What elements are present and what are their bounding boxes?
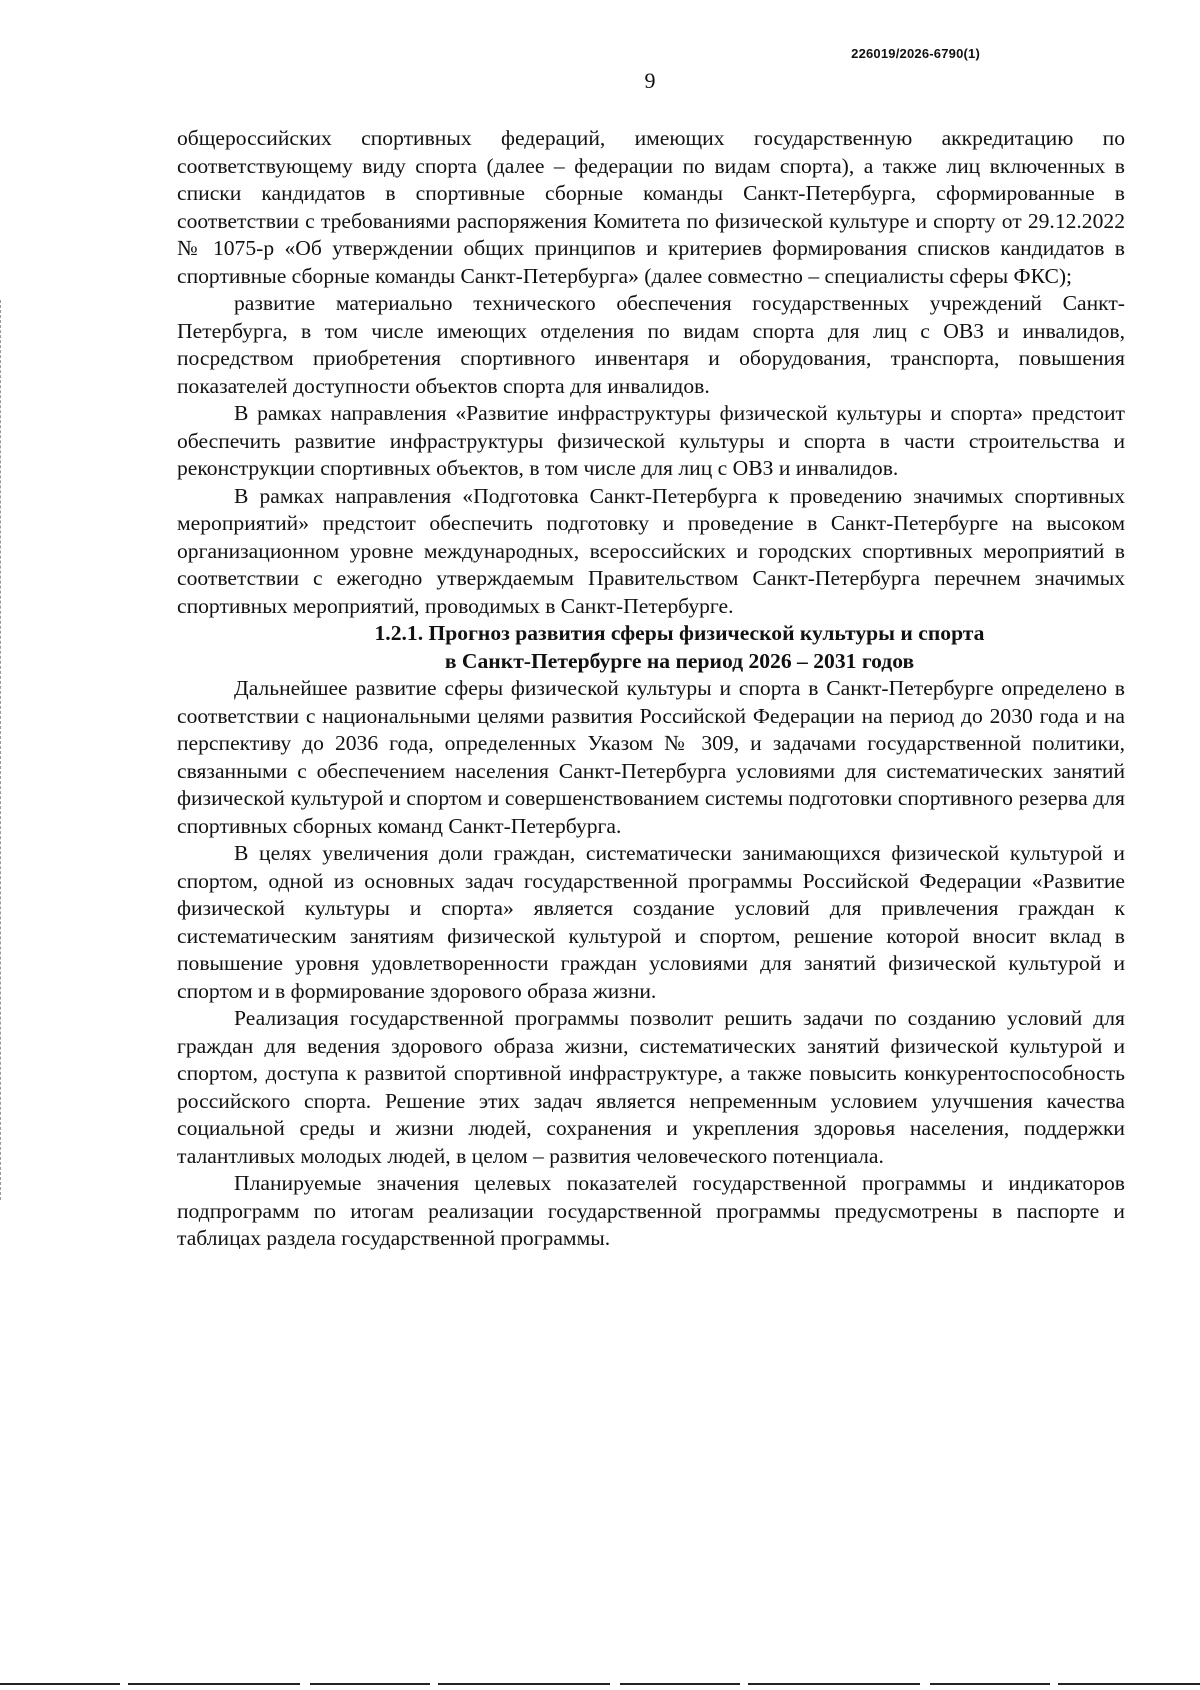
section-heading-line: 1.2.1. Прогноз развития сферы физической культуры и спорта — [374, 621, 985, 645]
paragraph: В рамках направления «Подготовка Санкт-Петербурга к проведению значимых спортивных мероприятий» предстоит обеспечить подготовку и проведение в Санкт-Петербурге на высоком организационном уровне международных, всероссийских и городских спортивных мероприятий в соответствии с ежегодно утверждаемым Правительством Санкт-Петербурга перечнем значимых спортивных мероприятий, проводимых в Санкт-Петербурге. — [177, 483, 1125, 618]
scan-left-edge-artifact — [0, 300, 3, 1200]
scan-bottom-edge-artifact — [0, 1683, 1200, 1685]
paragraph: В целях увеличения доли граждан, систематически занимающихся физической культурой и спортом, одной из основных задач государственной программы Российской Федерации «Развитие физической культуры и спорта» является создание условий для привлечения граждан к систематическим занятиям физической культурой и спортом, решение которой вносит вклад в повышение уровня удовлетворенности граждан условиями для занятий физической культурой и спортом и в формирование здорового образа жизни. — [177, 841, 1125, 1003]
paragraph: общероссийских спортивных федераций, имеющих государственную аккредитацию по соответствующему виду спорта (далее – федерации по видам спорта), а также лиц включенных в списки кандидатов в спортивные сборные команды Санкт-Петербурга, сформированные в соответствии с требованиями распоряжения Комитета по физической культуре и спорту от 29.12.2022 № 1075-р «Об утверждении общих принципов и критериев формирования списков кандидатов в спортивные сборные команды Санкт-Петербурга» (далее совместно – специалисты сферы ФКС); — [177, 126, 1125, 288]
paragraph: развитие материально технического обеспечения государственных учреждений Санкт-Петербурга, в том числе имеющих отделения по видам спорта для лиц с ОВЗ и инвалидов, посредством приобретения спортивного инвентаря и оборудования, транспорта, повышения показателей доступности объектов спорта для инвалидов. — [177, 291, 1125, 398]
document-body — [177, 125, 1125, 1253]
section-heading — [177, 620, 1125, 675]
paragraph: Планируемые значения целевых показателей государственной программы и индикаторов подпрограмм по итогам реализации государственной программы предусмотрены в паспорте и таблицах раздела государственной программы. — [177, 1171, 1125, 1250]
paragraph: Реализация государственной программы позволит решить задачи по созданию условий для граждан для ведения здорового образа жизни, систематических занятий физической культурой и спортом, доступа к развитой спортивной инфраструктуре, а также повысить конкурентоспособность российского спорта. Решение этих задач является непременным условием улучшения качества социальной среды и жизни людей, сохранения и укрепления здоровья населения, поддержки талантливых молодых людей, в целом – развития человеческого потенциала. — [177, 1006, 1125, 1168]
paragraph: В рамках направления «Развитие инфраструктуры физической культуры и спорта» предстоит обеспечить развитие инфраструктуры физической культуры и спорта в части строительства и реконструкции спортивных объектов, в том числе для лиц с ОВЗ и инвалидов. — [177, 401, 1125, 480]
document-registration-number: 226019/2026-6790(1) — [851, 46, 980, 61]
page-number: 9 — [644, 68, 656, 93]
section-heading-line: в Санкт-Петербурге на период 2026 – 2031 годов — [444, 648, 915, 673]
paragraph: Дальнейшее развитие сферы физической культуры и спорта в Санкт-Петербурге определено в соответствии с национальными целями развития Российской Федерации на период до 2030 года и на перспективу до 2036 года, определенных Указом № 309, и задачами государственной политики, связанными с обеспечением населения Санкт-Петербурга условиями для систематических занятий физической культурой и спортом и совершенствованием системы подготовки спортивного резерва для спортивных сборных команд Санкт-Петербурга. — [177, 676, 1125, 838]
